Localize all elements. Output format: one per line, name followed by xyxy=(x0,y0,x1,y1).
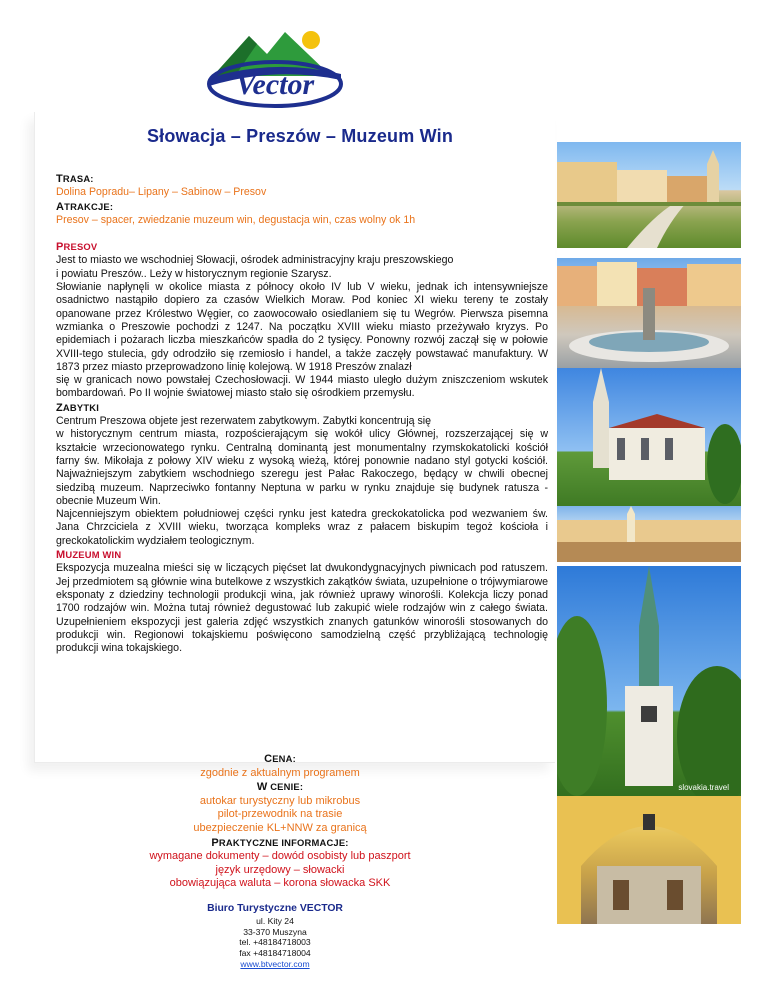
office-name: Biuro Turystyczne VECTOR xyxy=(207,903,343,914)
practical-heading: PRAKTYCZNE INFORMACJE: xyxy=(211,836,349,849)
attractions-heading: ATRAKCJE: xyxy=(56,200,114,213)
photo-arcade xyxy=(557,796,741,924)
presov-line-1: Jest to miasto we wschodniej Słowacji, ośrodek administracyjny kraju preszowskiego xyxy=(56,254,454,267)
museum-paragraph: Ekspozycja muzealna mieści się w liczących pięćset lat dwukondygnacyjnych piwnicach pod ratuszem. Jej przedmiotem są głównie wina butelkowe z wszystkich zakątków świata, uzupełnione o trójwymiarowe eksponaty z dziedziny technologii produkcji wina, jak również uprawy winorośli. Kolekcja liczy ponad 1700 rodzajów win. Można tutaj również degustować lub zakupić wiele rodzajów win z całego świata. Uzupełnieniem ekspozycji jest galeria zdjęć wszystkich znanych gatunków winorośli stosowanych do produkcji win. Regionowi tokajskiemu poświęcono samodzielną część przybliżającą technologię produkcji wina tokajskiego. xyxy=(56,562,548,655)
logo-text: Vector xyxy=(235,68,315,101)
office-contact xyxy=(170,904,380,970)
vector-logo xyxy=(205,18,345,110)
monuments-paragraph-2: Najcenniejszym obiektem południowej części rynku jest katedra greckokatolicka pod wezwaniem św. Jana Chrzciciela z XVIII wieku, tworząca kompleks wraz z pałacem biskupim tegoż kościoła i greckokatolickim wydziałem teologicznym. xyxy=(56,508,548,547)
price-text: zgodnie z aktualnym programem xyxy=(200,766,360,779)
page-title: Słowacja – Preszów – Muzeum Win xyxy=(146,126,454,146)
presov-line-2: i powiatu Preszów.. Leży w historycznym regionie Szarysz. xyxy=(56,267,332,280)
monuments-heading: ZABYTKI xyxy=(56,401,100,414)
route-heading: TRASA: xyxy=(56,173,94,185)
photo-church xyxy=(557,368,741,506)
photo-watermark: slovakia.travel xyxy=(678,783,729,792)
office-street: ul. Kity 24 xyxy=(256,915,294,926)
presov-paragraph-2: się w granicach nowo powstałej Czechosłowacji. W 1944 miasto uległo dużym zniszczeniom wskutek bombardowań. Po II wojnie światowej miasto stało się ośrodkiem przemysłu. xyxy=(56,374,548,400)
photo-main-street xyxy=(557,142,741,248)
museum-heading: MUZEUM WIN xyxy=(56,549,122,562)
includes-item: ubezpieczenie KL+NNW za granicą xyxy=(193,821,367,834)
price-section xyxy=(90,752,470,891)
practical-item: wymagane dokumenty – dowód osobisty lub paszport xyxy=(149,850,411,863)
attractions-text: Presov – spacer, zwiedzanie muzeum win, degustacja win, czas wolny ok 1h xyxy=(56,213,416,226)
practical-item: język urzędowy – słowacki xyxy=(215,863,345,876)
presov-heading: PRESOV xyxy=(56,241,98,254)
route-text: Dolina Popradu– Lipany – Sabinow – Presov xyxy=(56,186,267,199)
photo-tower xyxy=(557,566,741,806)
includes-item: pilot-przewodnik na trasie xyxy=(217,808,343,821)
office-tel: tel. +48184718003 xyxy=(239,937,311,948)
presov-paragraph: Słowianie napłynęli w okolice miasta z północy około IV lub V wieku, jednak ich intensywniejsze osadnictwo nastąpiło dopiero za czasów Wielkich Moraw. Pod koniec XI wieku tereny te zostały opanowane przez Królestwo Węgier, co zaowocowało osiedlaniem się tu Wegrów. Pierwsza pisemna wzmianka o Preszowie pochodzi z 1247. Na początku XVIII wieku miasto przeżywało kryzys. Po epidemiach i pożarach liczba mieszkańców spadła do 2 tysięcy. Ponowny rozwój zaczął się w połowie XVIII-tego stulecia, gdy odrodziło się rzemiosło i handel, a także zaczęły powstawać manufaktury. W 1873 przez miasto przeprowadzono linię kolejową. W 1918 Preszów znalazł xyxy=(56,281,548,373)
main-content xyxy=(56,172,548,655)
monuments-line-1: Centrum Preszowa objete jest rezerwatem zabytkowym. Zabytki koncentrują się xyxy=(56,415,432,428)
office-city: 33-370 Muszyna xyxy=(243,926,307,937)
includes-heading: W CENIE: xyxy=(256,781,304,794)
practical-item: obowiązująca waluta – korona słowacka SKK xyxy=(169,877,391,890)
photo-square xyxy=(557,506,741,562)
price-heading: CENA: xyxy=(264,753,296,765)
office-website-link[interactable]: www.btvector.com xyxy=(240,958,310,969)
office-fax: fax +48184718004 xyxy=(239,948,311,959)
photo-fountain xyxy=(557,258,741,368)
includes-item: autokar turystyczny lub mikrobus xyxy=(199,794,361,807)
monuments-paragraph: w historycznym centrum miasta, rozpościerającym się wokół ulicy Głównej, rozszerzającej się w kształcie wrzecionowatego rynku. Centralną dominantą jest monumentalny rzymskokatolicki kościół farny św. Mikołaja z połowy XIV wieku z wysoką wieżą, której ponownie nadano styl gotycki kościół. Najważniejszym zabytkiem wschodniego szeregu jest Pałac Rakoczego, będący w chwili obecnej siedzibą muzeum. Naprzeciwko fontanny Neptuna w parku w rynku znajduje się budynek ratusza - obecnie Muzeum Win. xyxy=(56,428,548,507)
